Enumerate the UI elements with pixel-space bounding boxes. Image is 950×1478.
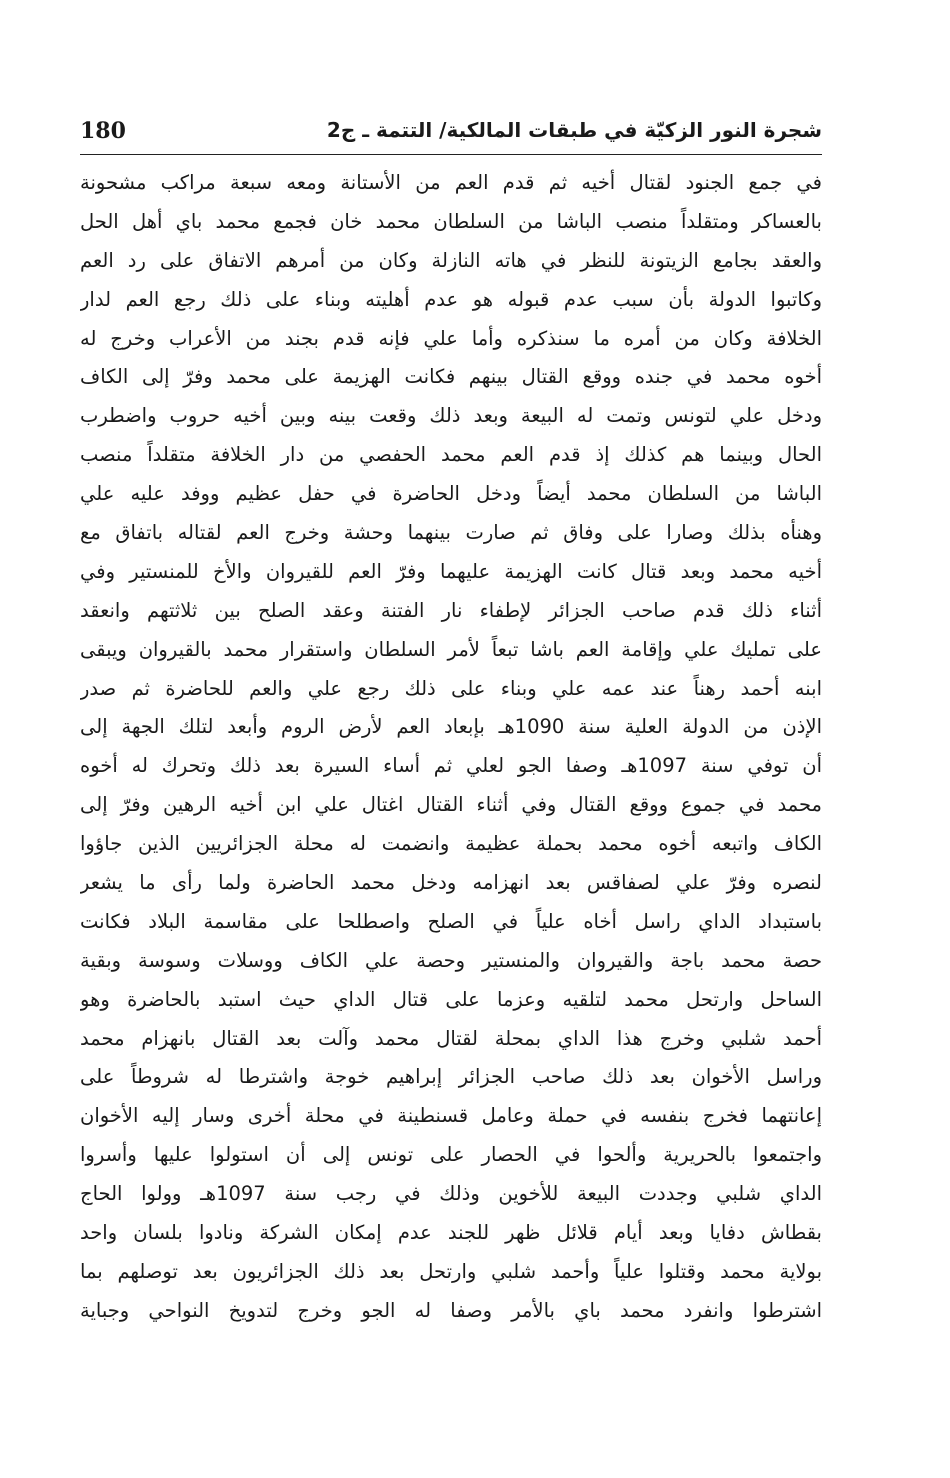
text-line: إعانتهما فخرج بنفسه في حملة وعامل قسنطينة في محلة أخرى وسار إليه الأخوان: [80, 1104, 822, 1128]
text-line: الداي شلبي وجددت البيعة للأخوين وذلك في رجب سنة 1097هـ وولوا الحاج: [80, 1182, 822, 1206]
page-number: 180: [80, 118, 126, 144]
text-line: أخوه محمد في جنده ووقع القتال بينهم فكانت الهزيمة على محمد وفرّ إلى الكاف: [80, 365, 822, 389]
text-line: محمد في جموع ووقع القتال وفي أثناء القتال اغتال علي ابن أخيه الرهين وفرّ إلى: [80, 793, 822, 817]
text-line: الخلافة وكان من أمره ما سنذكره وأما علي فإنه قدم بجند من الأعراب وخرج له: [80, 326, 822, 350]
text-line: اشترطوا وانفرد محمد باي بالأمر وصفا له الجو وخرج لتدويخ النواحي وجباية: [80, 1298, 822, 1322]
text-line: باستبداد الداي راسل أخاه علياً في الصلح واصطلحا على مقاسمة البلاد فكانت: [80, 909, 822, 933]
text-line: لنصره وفرّ علي لصفاقس بعد انهزامه ودخل محمد الحاضرة ولما رأى ما يشعر: [80, 871, 822, 895]
text-line: الإذن من الدولة العلية سنة 1090هـ بإبعاد العم لأرض الروم وأبعد لتلك الجهة إلى: [80, 715, 822, 739]
text-line: وراسل الأخوان بعد ذلك صاحب الجزائر إبراهيم خوجة واشترطا له شروطاً على: [80, 1065, 822, 1089]
text-line: بولاية محمد وقتلوا علياً وأحمد شلبي وارتحل بعد ذلك الجزائريون بعد توصلهم بما: [80, 1259, 822, 1283]
running-header: [80, 110, 822, 158]
running-title: شجرة النور الزكيّة في طبقات المالكية/ التتمة ـ ج2: [326, 118, 822, 142]
text-line: أثناء ذلك قدم صاحب الجزائر لإطفاء نار الفتنة وعقد الصلح بين ثلاثتهم وانعقد: [80, 598, 822, 622]
body-text: [80, 164, 822, 1331]
text-line: بالعساكر ومتقلداً منصب الباشا من السلطان محمد خان فجمع محمد باي أهل الحل: [80, 209, 822, 233]
text-line: بقطاش دفايا وبعد أيام قلائل ظهر للجند عدم إمكان الشركة ونادوا بلسان واحد: [80, 1221, 822, 1245]
text-line: الحال وبينما هم كذلك إذ قدم العم محمد الحفصي من دار الخلافة متقلداً منصب: [80, 443, 822, 467]
text-line: أحمد شلبي وخرج هذا الداي بمحلة لقتال محمد وآلت بعد القتال بانهزام محمد: [80, 1026, 822, 1050]
text-line: ابنه أحمد رهناً عند عمه علي وبناء على ذلك رجع علي والعم للحاضرة ثم صدر: [80, 676, 822, 700]
text-line: حصة محمد باجة والقيروان والمنستير وحصة علي الكاف ووسلات وسوسة وبقية: [80, 948, 822, 972]
text-line: واجتمعوا بالحريرية وألحوا في الحصار على تونس إلى أن استولوا عليها وأسروا: [80, 1143, 822, 1167]
text-line: وكاتبوا الدولة بأن سبب عدم قبوله هو عدم أهليته وبناء على ذلك رجع العم لدار: [80, 287, 822, 311]
text-line: على تمليك علي وإقامة العم باشا تبعاً لأمر السلطان واستقرار محمد بالقيروان ويبقى: [80, 637, 822, 661]
text-line: أن توفي سنة 1097هـ وصفا الجو لعلي ثم أساء السيرة بعد ذلك وتحرك له أخوه: [80, 754, 822, 778]
text-line: أخيه محمد وبعد قتال كانت الهزيمة عليهما وفرّ العم للقيروان والأخ للمنستير وفي: [80, 559, 822, 583]
header-rule: [80, 154, 822, 155]
text-line: الساحل وارتحل محمد لتلقيه وعزما على قتال الداي حيث استبد بالحاضرة وهو: [80, 987, 822, 1011]
text-line: والعقد بجامع الزيتونة للنظر في هاته النازلة وكان من أمرهم الاتفاق على رد العم: [80, 248, 822, 272]
text-line: في جمع الجنود لقتال أخيه ثم قدم العم من الأستانة ومعه سبعة مراكب مشحونة: [80, 171, 822, 194]
text-line: ودخل علي لتونس وتمت له البيعة وبعد ذلك وقعت بينه وبين أخيه حروب واضطرب: [80, 404, 822, 428]
text-line: وهنأه بذلك وصارا على وفاق ثم صارت بينهما وحشة وخرج العم لقتاله باتفاق مع: [80, 521, 822, 545]
text-line: الباشا من السلطان محمد أيضاً ودخل الحاضرة في حفل عظيم ووفد عليه علي: [80, 482, 822, 506]
text-line: الكاف واتبعه أخوه محمد بحملة عظيمة وانضمت له محلة الجزائريين الذين جاؤوا: [80, 832, 822, 856]
